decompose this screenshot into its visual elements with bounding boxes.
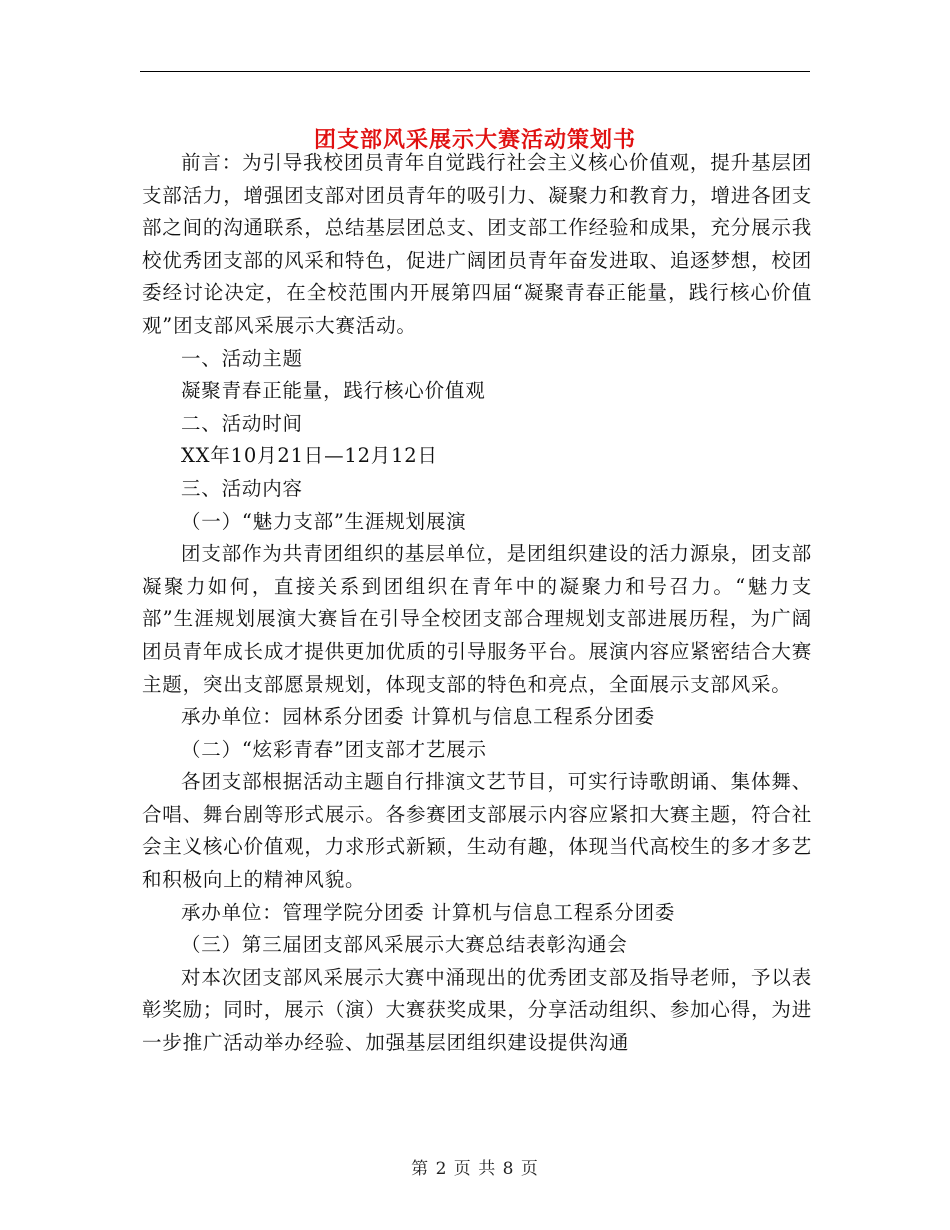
document-title: 团支部风采展示大赛活动策划书 (313, 126, 636, 153)
subsection-2-paragraph: 各团支部根据活动主题自行排演文艺节目，可实行诗歌朗诵、集体舞、合唱、舞台剧等形式展示。各参赛团支部展示内容应紧扣大赛主题，符合社会主义核心价值观，力求形式新颖，生动有趣，体现当代高校生的多才多艺和积极向上的精神风貌。 (142, 770, 812, 892)
subsection-heading-1: （一）“魅力支部”生涯规划展演 (181, 509, 467, 533)
section-heading-theme: 一、活动主题 (181, 346, 303, 370)
subsection-2-organizer: 承办单位：管理学院分团委 计算机与信息工程系分团委 (181, 900, 676, 924)
time-text: XX年10月21日—12月12日 (181, 444, 438, 468)
subsection-1-paragraph: 团支部作为共青团组织的基层单位，是团组织建设的活力源泉，团支部凝聚力如何，直接关系到团组织在青年中的凝聚力和号召力。“魅力支部”生涯规划展演大赛旨在引导全校团支部合理规划支部进展历程，为广阔团员青年成长成才提供更加优质的引导服务平台。展演内容应紧密结合大赛主题，突出支部愿景规划，体现支部的特色和亮点，全面展示支部风采。 (142, 542, 812, 696)
subsection-3-paragraph: 对本次团支部风采展示大赛中涌现出的优秀团支部及指导老师，予以表彰奖励；同时，展示（演）大赛获奖成果，分享活动组织、参加心得，为进一步推广活动举办经验、加强基层团组织建设提供沟通 (142, 965, 812, 1055)
section-heading-content: 三、活动内容 (181, 476, 303, 500)
subsection-heading-3: （三）第三届团支部风采展示大赛总结表彰沟通会 (181, 933, 628, 957)
subsection-1-organizer: 承办单位：园林系分团委 计算机与信息工程系分团委 (181, 705, 655, 729)
section-heading-time: 二、活动时间 (181, 411, 303, 435)
theme-text: 凝聚青春正能量，践行核心价值观 (181, 379, 486, 403)
subsection-heading-2: （二）“炫彩青春”团支部才艺展示 (181, 737, 487, 761)
document-body (142, 147, 812, 1060)
page-number: 第 2 页 共 8 页 (411, 1159, 539, 1179)
header-rule (140, 71, 810, 72)
preface-paragraph: 前言：为引导我校团员青年自觉践行社会主义核心价值观，提升基层团支部活力，增强团支部对团员青年的吸引力、凝聚力和教育力，增进各团支部之间的沟通联系，总结基层团总支、团支部工作经验和成果，充分展示我校优秀团支部的风采和特色，促进广阔团员青年奋发进取、追逐梦想，校团委经讨论决定，在全校范围内开展第四届“凝聚青春正能量，践行核心价值观”团支部风采展示大赛活动。 (142, 151, 812, 337)
